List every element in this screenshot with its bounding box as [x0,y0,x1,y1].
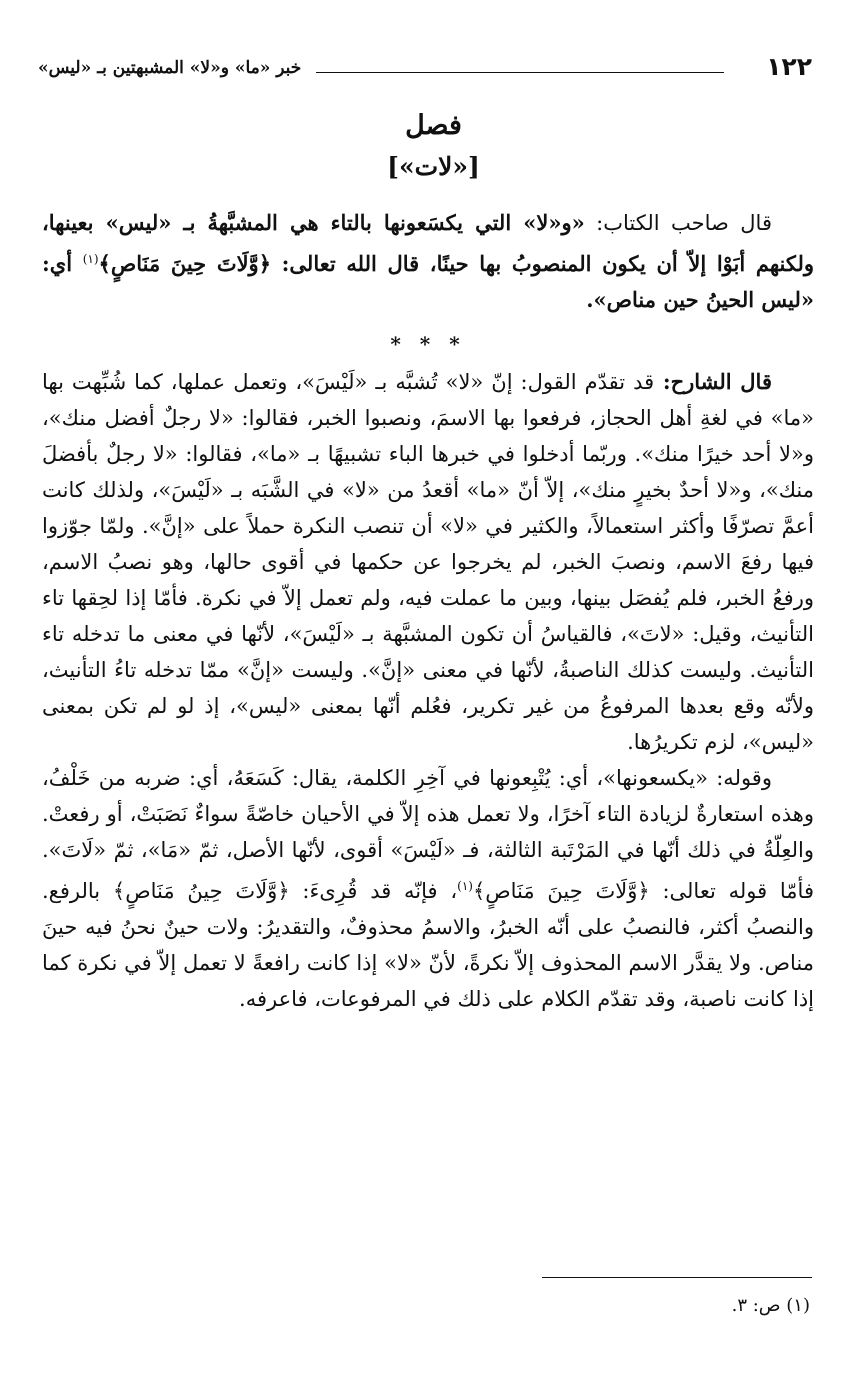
footnote: (١) ص: ٣. [731,1295,810,1316]
paragraph-commentary [42,364,814,760]
commentator-lead: قال الشارح: [654,369,772,394]
paragraph-explanation [42,760,814,1017]
explanation-part-1: وقوله: «يكسعونها»، أي: يُتْبِعونها في آخِرِ الكلمة، يقال: كَسَعَهُ، أي: ضربه من خَلْفُ، وهذه استعارةٌ لزيادة التاء آخرًا، ولا تعمل هذه إلاّ في الأحيان خاصّةً سواءٌ نَصَبَتْ، أو رفعتْ. والعِلّةُ في ذلك أنّها في المَرْتَبة الثالثة، فـ «لَيْسَ» أقوى، لأنّها الأصل، ثمّ «مَا»، ثمّ «لَاتَ». فأمّا قوله تعالى: ﴿وَّلَاتَ حِينَ مَنَاصٍ﴾ [42,766,814,903]
page-header [38,52,812,92]
footnote-rule [542,1277,812,1278]
main-text [42,205,814,1017]
author-quote: «و«لا» التي يكسَعونها بالتاء هي المشبَّهةُ بـ «ليس» بعينها، ولكنهم أبَوْا إلاّ أن يكون المنصوبُ بها حينًا، قال الله تعالى: ﴿وَّلَاتَ حِينَ مَنَاصٍ﴾ [42,210,814,276]
author-quote-end: أي: «ليس الحينُ حين مناص». [42,251,814,312]
section-divider: * * * [390,332,466,356]
commentary-body: قد تقدّم القول: إنّ «لا» تُشبَّه بـ «لَيْسَ»، وتعمل عملها، كما شُبِّهت بها «ما» في لغةِ أهل الحجاز، فرفعوا بها الاسمَ، ونصبوا الخبر، فقالوا: «لا رجلٌ أفضل منك»، و«لا أحد خيرًا منك». وربّما أدخلوا في خبرها الباء تشبيهًا بـ «ما»، فقالوا: «لا رجلٌ بأفضلَ منك»، و«لا أحدٌ بخيرٍ منك»، إلاّ أنّ «ما» أقعدُ من «لا» في الشَّبَه بـ «لَيْسَ»، ولذلك كانت أعمَّ تصرّفًا وأكثر استعمالاً، والكثير في «لا» أن تنصب النكرة حملاً على «إنَّ». ولمّا جوّزوا فيها رفعَ الاسم، ونصبَ الخبر، لم يخرجوا عن حكمها في أقوى حالها، وهو نصبُ الاسم، ورفعُ الخبر، فلم يُفصَل بينها، وبين ما عملت فيه، ولم تعمل إلاّ في نكرة. فأمّا إذا لحِقها تاء التأنيث، وقيل: «لاتَ»، فالقياسُ أن تكون المشبَّهة بـ «لَيْسَ»، لأنّها في معنى ما تدخله تاء التأنيث. وليست كذلك الناصبةُ، لأنّها في معنى «إنَّ». وليست «إنَّ» ممّا تدخله تاءُ التأنيث، ولأنّه وقع بعدها المرفوعُ من غير تكرير، فعُلم أنّها بمعنى «ليس»، إذ لو لم تكن بمعنى «ليس»، لزم تكريرُها. [42,370,814,754]
header-rule [316,72,724,73]
paragraph-author-quote [42,205,814,318]
running-title: خبر «ما» و«لا» المشبهتين بـ «ليس» [38,58,302,78]
author-lead: قال صاحب الكتاب: [584,211,772,235]
page-number: ١٢٢ [766,52,812,81]
explanation-part-2: ، فإنّه قد قُرِىءَ: ﴿وَّلَاتَ حِينُ مَنَاصٍ﴾ بالرفع. والنصبُ أكثر، فالنصبُ على أنّه الخبرُ، والاسمُ محذوفٌ، والتقديرُ: ولات حينٌ نحنُ فيه حينَ مناص. ولا يقدَّر الاسم المحذوف إلاّ نكرةً، لأنّ «لا» إذا كانت رافعةً لا تعمل إلاّ في نكرة كما إذا كانت ناصبة، وقد تقدّم الكلام على ذلك في المرفوعات، فاعرفه. [42,879,814,1011]
section-title: فصل [405,110,462,141]
footnote-ref: (١) [457,879,473,893]
section-subtitle: [«لات»] [387,152,480,181]
footnote-ref: (١) [82,252,99,266]
